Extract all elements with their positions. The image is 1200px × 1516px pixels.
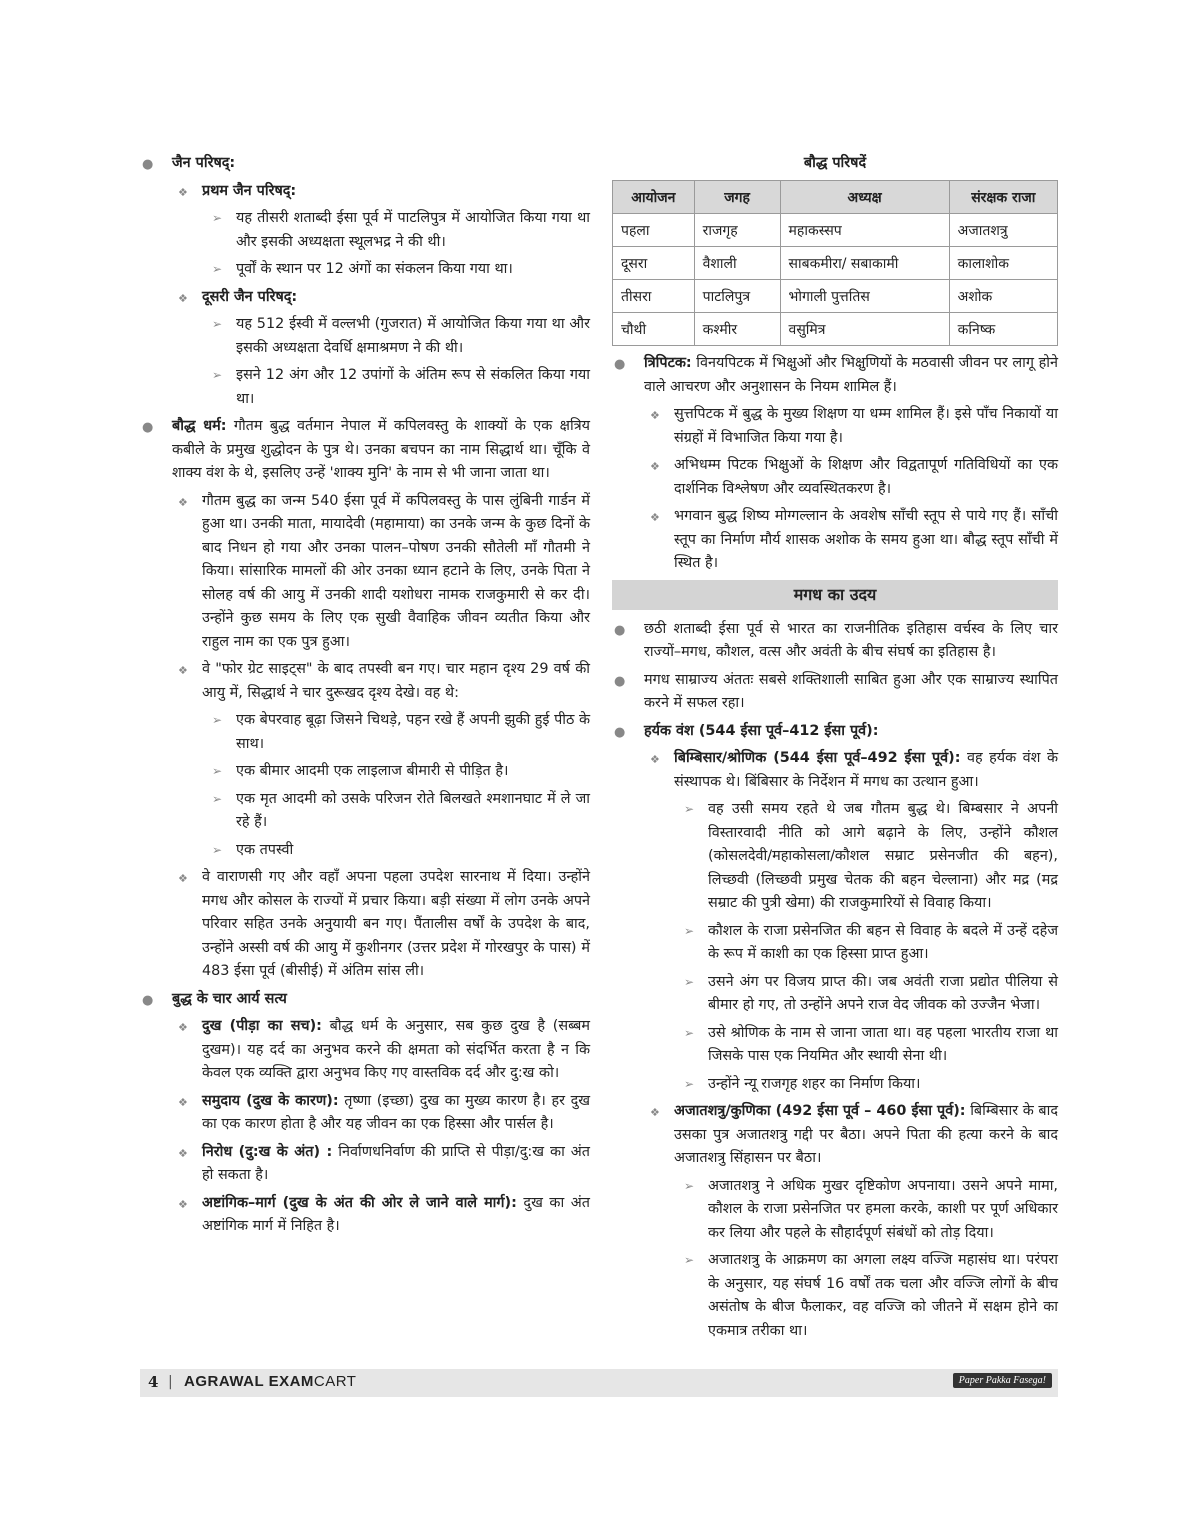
item-text: वह हर्यक वंश के संस्थापक थे। बिंबिसार के निर्देशन में मगध का उत्थान हुआ। <box>674 750 1058 790</box>
table-header-row <box>613 181 1058 214</box>
item-text: छठी शताब्दी ईसा पूर्व से भारत का राजनीतिक इतिहास वर्चस्व के लिए चार राज्यों–मगध, कौशल, वत्स और अवंती के बीच संघर्ष का इतिहास है। <box>644 620 1058 660</box>
list-item <box>140 152 590 176</box>
bullet-icon: ❖ <box>178 185 188 199</box>
table-cell: पाटलिपुत्र <box>694 280 780 313</box>
bullet-icon: ● <box>614 357 626 372</box>
item-text: यह तीसरी शताब्दी ईसा पूर्व में पाटलिपुत्र में आयोजित किया गया था और इसकी अध्यक्षता स्थूलभद्र ने की थी। <box>236 210 590 250</box>
item-text: मगध साम्राज्य अंततः सबसे शक्तिशाली साबित हुआ और एक साम्राज्य स्थापित करने में सफल रहा। <box>644 671 1058 711</box>
list-item <box>140 788 590 835</box>
bullet-icon: ● <box>142 992 154 1008</box>
bullet-icon: ● <box>142 157 154 172</box>
list-item <box>612 618 1058 665</box>
tripitaka-section <box>612 352 1058 576</box>
item-text: एक मृत आदमी को उसके परिजन रोते बिलखते श्मशानघाट में ले जा रहे हैं। <box>236 790 590 830</box>
bullet-icon: ➢ <box>684 802 695 816</box>
list-item <box>140 364 590 411</box>
bullet-icon: ● <box>614 622 626 638</box>
table-body <box>613 214 1058 346</box>
table-row <box>613 313 1058 346</box>
list-item <box>612 1022 1058 1069</box>
page-number: 4 <box>148 1373 159 1391</box>
item-text: उन्होंने न्यू राजगृह शहर का निर्माण किया। <box>708 1075 921 1092</box>
list-item <box>612 920 1058 967</box>
magadha-section <box>612 618 1058 1344</box>
item-heading: बिम्बिसार/श्रोणिक (544 ईसा पूर्व–492 ईसा पूर्व): <box>674 750 961 766</box>
item-text: वे वाराणसी गए और वहाँ अपना पहला उपदेश सारनाथ में दिया। उन्होंने मगध और कोसल के राज्यों में प्रचार किया। बड़ी संख्या में लोग उनके अपने परिवार सहित उनके अनुयायी बन गए। पैंतालीस वर्षों के उपदेश के बाद, उन्होंने अस्सी वर्ष की आयु में कुशीनगर (उत्तर प्रदेश में गोरखपुर के पास) में 483 ईसा पूर्व (बीसीई) में अंतिम सांस ली। <box>202 869 590 979</box>
item-text: विनयपिटक में भिक्षुओं और भिक्षुणियों के मठवासी जीवन पर लागू होने वाले आचरण और अनुशासन के नियम शामिल हैं। <box>644 355 1058 395</box>
item-text: तृष्णा (इच्छा) दुख का मुख्य कारण है। हर दुख का एक कारण होता है और यह जीवन का एक हिस्सा और पार्सल है। <box>202 1092 590 1132</box>
bullet-icon: ➢ <box>684 1178 695 1193</box>
brand-main: AGRAWAL <box>184 1373 269 1390</box>
table-cell: तीसरा <box>613 280 695 313</box>
list-item <box>612 1175 1058 1246</box>
bullet-icon: ❖ <box>178 1021 188 1034</box>
bullet-icon: ❖ <box>178 664 188 677</box>
bullet-icon: ➢ <box>684 974 695 989</box>
table-cell: चौथी <box>613 313 695 346</box>
table-header-cell: अध्यक्ष <box>780 181 949 214</box>
table-cell: कश्मीर <box>694 313 780 346</box>
item-text: अजातशत्रु ने अधिक मुखर दृष्टिकोण अपनाया। उसने अपने मामा, कौशल के राजा प्रसेनजित पर हमला करके, काशी पर पूर्ण अधिकार कर लिया और पहले के सौहार्दपूर्ण संबंधों को तोड़ दिया। <box>708 1177 1058 1241</box>
item-heading: हर्यक वंश (544 ईसा पूर्व–412 ईसा पूर्व): <box>644 722 879 739</box>
table-header-cell: जगह <box>694 181 780 214</box>
brand-logo <box>184 1373 356 1390</box>
list-item <box>612 403 1058 450</box>
item-heading: निरोध (दु:ख के अंत) : <box>202 1143 333 1160</box>
bullet-icon: ❖ <box>650 409 660 422</box>
table-cell: साबकमीरा/ सबाकामी <box>780 247 949 280</box>
footer-separator: | <box>168 1374 173 1390</box>
list-item <box>140 1141 590 1188</box>
bullet-icon: ➢ <box>212 317 223 331</box>
list-item <box>612 747 1058 794</box>
bullet-icon: ➢ <box>212 791 223 806</box>
brand-cart: CART <box>313 1373 357 1390</box>
bullet-icon: ❖ <box>178 495 188 509</box>
table-cell: राजगृह <box>694 214 780 247</box>
item-heading: बुद्ध के चार आर्य सत्य <box>172 990 287 1007</box>
page-footer <box>140 1369 1058 1397</box>
list-item <box>140 709 590 756</box>
list-item <box>140 180 590 204</box>
councils-table <box>612 180 1058 346</box>
bullet-icon: ● <box>614 724 626 740</box>
left-column <box>140 152 590 1243</box>
list-item <box>612 1100 1058 1171</box>
table-row <box>613 214 1058 247</box>
list-item <box>612 669 1058 716</box>
list-item <box>612 1073 1058 1097</box>
bullet-icon: ❖ <box>178 1146 188 1160</box>
item-text: एक तपस्वी <box>236 841 294 858</box>
list-item <box>140 1015 590 1086</box>
bullet-icon: ➢ <box>212 262 223 276</box>
bullet-icon: ❖ <box>178 1197 188 1211</box>
list-item <box>140 866 590 984</box>
list-item <box>140 313 590 360</box>
item-text: उसने अंग पर विजय प्राप्त की। जब अवंती राजा प्रद्योत पीलिया से बीमार हो गए, तो उन्होंने अपने राज वेद जीवक को उज्जैन भेजा। <box>708 973 1058 1013</box>
table-cell: दूसरा <box>613 247 695 280</box>
bullet-icon: ➢ <box>684 1076 695 1091</box>
bullet-icon: ➢ <box>212 842 223 857</box>
list-item <box>140 207 590 254</box>
list-item <box>140 286 590 310</box>
table-title: बौद्ध परिषदें <box>803 155 867 171</box>
list-item <box>612 352 1058 399</box>
table-cell: महाकस्सप <box>780 214 949 247</box>
bullet-icon: ➢ <box>684 1025 695 1040</box>
table-cell: भोगाली पुत्ततिस <box>780 280 949 313</box>
table-row <box>613 247 1058 280</box>
item-heading: अष्टांगिक–मार्ग (दुख के अंत की ओर ले जाने वाले मार्ग): <box>202 1194 517 1211</box>
item-heading: जैन परिषद्: <box>172 155 236 171</box>
table-header-cell: संरक्षक राजा <box>949 181 1057 214</box>
bullet-icon: ❖ <box>178 872 188 885</box>
bullet-icon: ❖ <box>650 460 660 473</box>
item-heading: अजातशत्रु/कुणिका (492 ईसा पूर्व – 460 ईसा पूर्व): <box>674 1103 966 1119</box>
table-cell: कनिष्क <box>949 313 1057 346</box>
bullet-icon: ● <box>142 420 154 435</box>
list-item <box>140 658 590 705</box>
list-item <box>612 971 1058 1018</box>
item-heading: त्रिपिटक: <box>644 355 692 371</box>
item-text: पूर्वों के स्थान पर 12 अंगों का संकलन किया गया था। <box>236 261 513 277</box>
table-row <box>613 280 1058 313</box>
item-text: इसने 12 अंग और 12 उपांगों के अंतिम रूप से संकलित किया गया था। <box>236 367 590 407</box>
bullet-icon: ➢ <box>684 923 695 938</box>
item-text: बौद्ध धर्म के अनुसार, सब कुछ दुख है (सब्बम दुखम)। यह दर्द का अनुभव करने की क्षमता को संदर्भित करता है न कि केवल एक व्यक्ति द्वारा अनुभव किए गए वास्तविक दर्द और दु:ख को। <box>202 1018 591 1081</box>
item-heading: दूसरी जैन परिषद्: <box>202 288 298 305</box>
bullet-icon: ❖ <box>178 291 188 305</box>
list-item <box>612 798 1058 916</box>
bullet-icon: ➢ <box>212 211 223 225</box>
item-text: निर्वाणधनिर्वाण की प्राप्ति से पीड़ा/दु:ख का अंत हो सकता है। <box>202 1143 590 1183</box>
bullet-icon: ➢ <box>212 368 223 382</box>
item-text: एक बीमार आदमी एक लाइलाज बीमारी से पीड़ित है। <box>236 763 509 779</box>
list-item <box>140 1090 590 1137</box>
list-item <box>612 720 1058 744</box>
table-cell: वसुमित्र <box>780 313 949 346</box>
bullet-icon: ● <box>614 673 626 689</box>
list-item <box>140 839 590 863</box>
table-cell: वैशाली <box>694 247 780 280</box>
bullet-icon: ➢ <box>212 713 223 727</box>
bullet-icon: ❖ <box>650 1106 660 1119</box>
list-item <box>140 760 590 784</box>
item-heading: समुदाय (दुख के कारण): <box>202 1092 339 1109</box>
item-heading: बौद्ध धर्म: <box>172 418 227 434</box>
table-cell: पहला <box>613 214 695 247</box>
item-text: बिम्बिसार के बाद उसका पुत्र अजातशत्रु गद्दी पर बैठा। अपने पिता की हत्या करने के बाद अजातशत्रु सिंहासन पर बैठा। <box>674 1103 1058 1166</box>
bullet-icon: ❖ <box>178 1095 188 1109</box>
item-text: गौतम बुद्ध वर्तमान नेपाल में कपिलवस्तु के शाक्यों के एक क्षत्रिय कबीले के प्रमुख शुद्धोदन के पुत्र थे। उनका बचपन का नाम सिद्धार्थ था। चूँकि वे शाक्य वंश के थे, इसलिए उन्हें 'शाक्य मुनि' के नाम से भी जाना जाता था। <box>172 418 590 481</box>
item-heading: दुख (पीड़ा का सच): <box>202 1018 322 1034</box>
item-text: कौशल के राजा प्रसेनजित की बहन से विवाह के बदले में उन्हें दहेज के रूप में काशी का एक हिस्सा प्राप्त हुआ। <box>708 922 1058 962</box>
item-text: एक बेपरवाह बूढ़ा जिसने चिथड़े, पहन रखे हैं अपनी झुकी हुई पीठ के साथ। <box>236 712 590 752</box>
item-text: यह 512 ईस्वी में वल्लभी (गुजरात) में आयोजित किया गया था और इसकी अध्यक्षता देवर्धि क्षमाश्रमण ने की थी। <box>236 316 590 356</box>
item-text: भगवान बुद्ध शिष्य मोग्गल्लान के अवशेष साँची स्तूप से पाये गए हैं। साँची स्तूप का निर्माण मौर्य शासक अशोक के समय हुआ था। बौद्ध स्तूप साँची में स्थित है। <box>674 508 1058 571</box>
table-cell: अशोक <box>949 280 1057 313</box>
item-heading: प्रथम जैन परिषद्: <box>202 182 297 199</box>
item-text: उसे श्रोणिक के नाम से जाना जाता था। वह पहला भारतीय राजा था जिसके पास एक नियमित और स्थायी सेना थी। <box>708 1024 1058 1064</box>
bullet-icon: ❖ <box>650 753 660 766</box>
item-text: दुख का अंत अष्टांगिक मार्ग में निहित है। <box>202 1194 590 1234</box>
list-item <box>612 454 1058 501</box>
list-item <box>140 988 590 1012</box>
item-text: गौतम बुद्ध का जन्म 540 ईसा पूर्व में कपिलवस्तु के पास लुंबिनी गार्डन में हुआ था। उनकी माता, मायादेवी (महामाया) का उनके जन्म के कुछ दिनों के बाद निधन हो गया और उनका पालन–पोषण उनकी सौतेली माँ गौतमी ने किया। सांसारिक मामलों की ओर उनका ध्यान हटाने के लिए, उनके पिता ने सोलह वर्ष की आयु में उनकी शादी यशोधरा नामक राजकुमारी से कर दी। उन्होंने कुछ समय के लिए एक सुखी वैवाहिक जीवन व्यतीत किया और राहुल नाम का एक पुत्र हुआ। <box>202 492 590 650</box>
item-text: अभिधम्म पिटक भिक्षुओं के शिक्षण और विद्वतापूर्ण गतिविधियों का एक दार्शनिक विश्लेषण और व्यवस्थितकरण है। <box>674 457 1058 497</box>
table-cell: कालाशोक <box>949 247 1057 280</box>
table-header-cell: आयोजन <box>613 181 695 214</box>
bullet-icon: ➢ <box>212 764 223 778</box>
list-item <box>612 1249 1058 1343</box>
section-heading: मगध का उदय <box>612 580 1058 610</box>
right-column <box>612 152 1058 1347</box>
bullet-icon: ➢ <box>684 1253 695 1267</box>
list-item <box>612 505 1058 576</box>
item-text: सुत्तपिटक में बुद्ध के मुख्य शिक्षण या धम्म शामिल हैं। इसे पाँच निकायों या संग्रहों में विभाजित किया गया है। <box>674 406 1058 446</box>
table-cell: अजातशत्रु <box>949 214 1057 247</box>
tagline-badge: Paper Pakka Fasega! <box>953 1373 1052 1388</box>
brand-exam: EXAM <box>268 1373 314 1390</box>
item-text: अजातशत्रु के आक्रमण का अगला लक्ष्य वज्जि महासंघ था। परंपरा के अनुसार, यह संघर्ष 16 वर्षों तक चला और वज्जि लोगों के बीच असंतोष के बीज फैलाकर, वह वज्जि को जीतने में सक्षम होने का एकमात्र तरीका था। <box>708 1252 1058 1339</box>
list-item <box>140 490 590 655</box>
bullet-icon: ❖ <box>650 511 660 524</box>
list-item <box>140 258 590 282</box>
item-text: वे "फोर ग्रेट साइट्स" के बाद तपस्वी बन गए। चार महान दृश्य 29 वर्ष की आयु में, सिद्धार्थ ने चार दुरूखद दृश्य देखे। वह थे: <box>202 661 590 701</box>
item-text: वह उसी समय रहते थे जब गौतम बुद्ध थे। बिम्बसार ने अपनी विस्तारवादी नीति को आगे बढ़ाने के लिए, उन्होंने कौशल (कोसलदेवी/महाकोसला/कौशल सम्राट प्रसेनजीत की बहन), लिच्छवी (लिच्छवी प्रमुख चेतक की बहन चेल्लाना) और मद्र (मद्र सम्राट की पुत्री खेमा) की राजकुमारियों से विवाह किया। <box>708 801 1058 911</box>
list-item <box>140 415 590 486</box>
list-item <box>140 1192 590 1239</box>
